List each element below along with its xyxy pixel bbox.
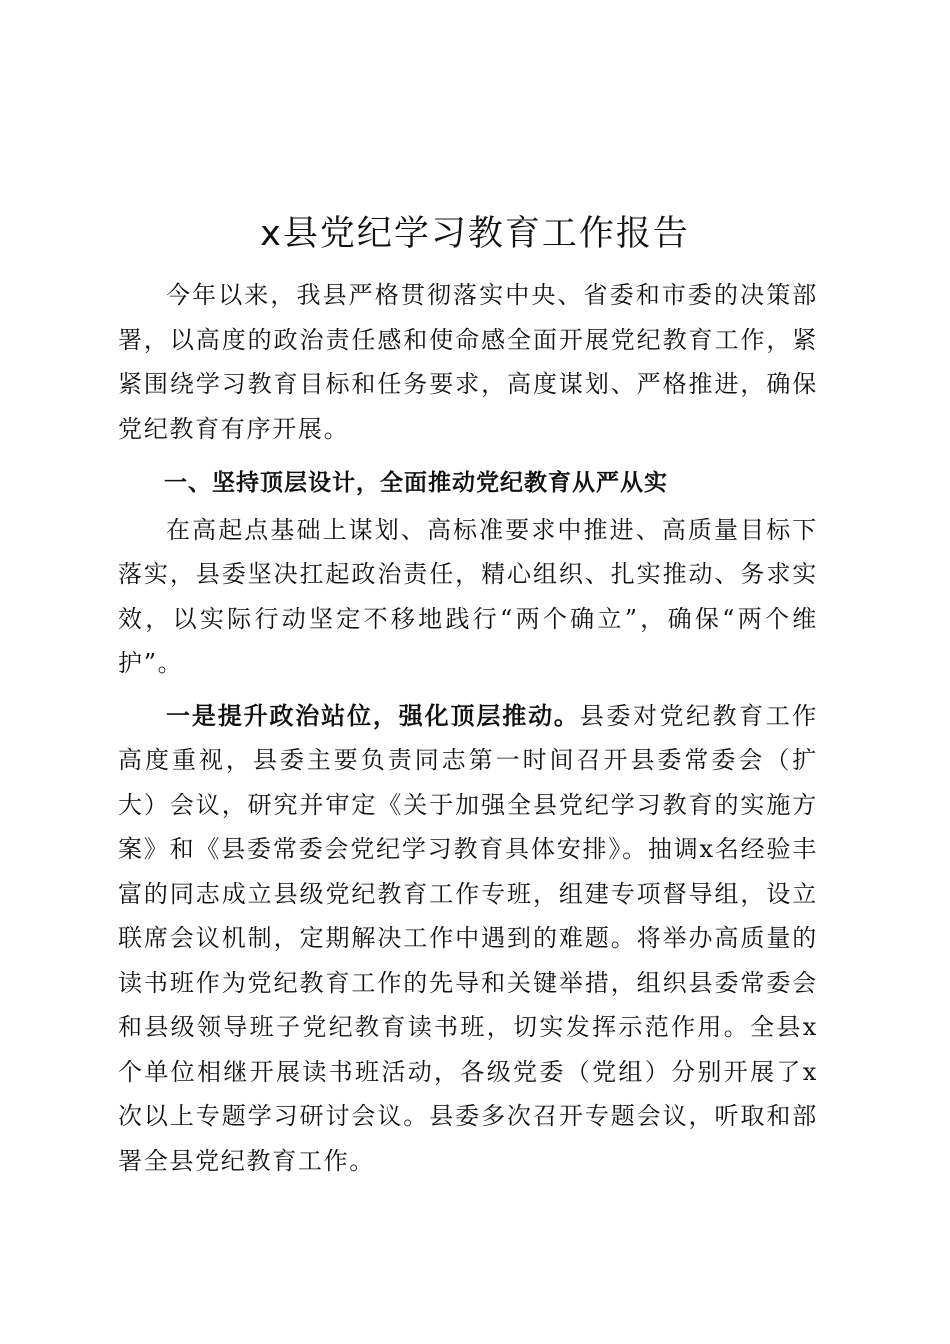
paragraph-gap	[118, 451, 818, 459]
section-summary-paragraph: 在高起点基础上谋划、高标准要求中推进、高质量目标下落实，县委坚决扛起政治责任，精心组织、扎实推动、务求实效，以实际行动坚定不移地践行“两个确立”，确保“两个维护”。	[118, 515, 818, 677]
document-title: x县党纪学习教育工作报告	[260, 214, 690, 254]
point-body-text: 县委对党纪教育工作高度重视，县委主要负责同志第一时间召开县委常委会（扩大）会议，研究并审定《关于加强全县党纪学习教育的实施方案》和《县委常委会党纪学习教育具体安排》。抽调x名经验丰富的同志成立县级党纪教育工作专班，组建专项督导组，设立联席会议机制，定期解决工作中遇到的难题。将举办高质量的读书班作为党纪教育工作的先导和关键举措，组织县委常委会和县级领导班子党纪教育读书班，切实发挥示范作用。全县x个单位相继开展读书班活动，各级党委（党组）分别开展了x次以上专题学习研讨会议。县委多次召开专题会议，听取和部署全县党纪教育工作。	[118, 701, 818, 1175]
intro-paragraph: 今年以来，我县严格贯彻落实中央、省委和市委的决策部署，以高度的政治责任感和使命感全面开展党纪教育工作，紧紧围绕学习教育目标和任务要求，高度谋划、严格推进，确保党纪教育有序开展。	[118, 281, 818, 443]
point-lead-text: 一是提升政治站位，强化顶层推动。	[166, 701, 580, 730]
section-heading: 一、坚持顶层设计，全面推动党纪教育从严从实	[164, 470, 668, 496]
point-paragraph	[118, 694, 818, 1184]
document-body	[118, 273, 818, 1183]
paragraph-gap	[118, 686, 818, 694]
